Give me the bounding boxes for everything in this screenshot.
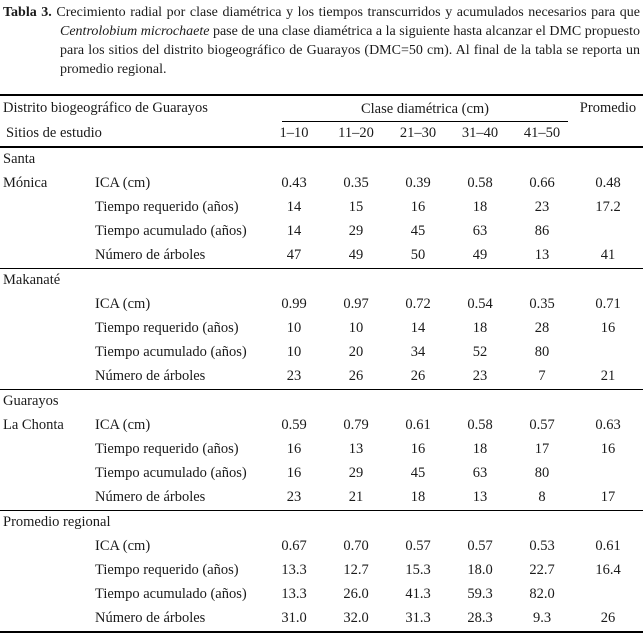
- value-cell: 16: [410, 441, 426, 458]
- promedio-cell: 41: [600, 247, 616, 264]
- section-row-santa: [0, 147, 643, 172]
- value-cell: 14: [286, 223, 302, 240]
- measure-label: ICA (cm): [95, 175, 151, 192]
- promedio-cell: 26: [600, 610, 616, 627]
- value-cell: 86: [534, 223, 550, 240]
- measure-label: Tiempo requerido (años): [95, 562, 239, 579]
- class-header-4: 31–40: [449, 122, 511, 147]
- value-cell: 18.0: [467, 562, 493, 579]
- header-row-1: [0, 95, 643, 122]
- promedio-cell: 21: [600, 368, 616, 385]
- table-row: [0, 220, 643, 244]
- value-cell: 0.35: [343, 175, 369, 192]
- table-row: [0, 172, 643, 196]
- value-cell: 0.97: [343, 296, 369, 313]
- measure-label: Tiempo requerido (años): [95, 199, 239, 216]
- table-row: [0, 244, 643, 269]
- value-cell: 0.43: [281, 175, 307, 192]
- value-cell: 23: [286, 489, 302, 506]
- value-cell: 63: [472, 465, 488, 482]
- value-cell: 28.3: [467, 610, 493, 627]
- value-cell: 50: [410, 247, 426, 264]
- value-cell: 10: [286, 320, 302, 337]
- promedio-cell: [573, 583, 643, 607]
- value-cell: 0.59: [281, 417, 307, 434]
- value-cell: 31.0: [281, 610, 307, 627]
- measure-label: Número de árboles: [95, 247, 206, 264]
- value-cell: 0.58: [467, 175, 493, 192]
- value-cell: 13.3: [281, 562, 307, 579]
- table-row: [0, 317, 643, 341]
- value-cell: 26: [348, 368, 364, 385]
- header-row-2: [0, 122, 643, 147]
- value-cell: 21: [348, 489, 364, 506]
- site-name: [0, 535, 95, 559]
- header-sitios: Sitios de estudio: [0, 122, 263, 147]
- value-cell: 8: [538, 489, 546, 506]
- promedio-cell: 16: [600, 441, 616, 458]
- value-cell: 13: [348, 441, 364, 458]
- value-cell: 22.7: [529, 562, 555, 579]
- value-cell: 15: [348, 199, 364, 216]
- measure-label: Tiempo acumulado (años): [95, 465, 247, 482]
- promedio-cell: 0.48: [595, 175, 621, 192]
- value-cell: 0.72: [405, 296, 431, 313]
- value-cell: 26.0: [343, 586, 369, 603]
- measure-label: Tiempo acumulado (años): [95, 223, 247, 240]
- value-cell: 49: [348, 247, 364, 264]
- value-cell: 28: [534, 320, 550, 337]
- section-row-promedio-regional: [0, 511, 643, 536]
- table-row: [0, 607, 643, 632]
- caption-species-name: Centrolobium microchaete: [60, 24, 210, 39]
- table-caption: [3, 0, 640, 79]
- header-clase-label: Clase diamétrica (cm): [282, 102, 568, 122]
- value-cell: 23: [286, 368, 302, 385]
- value-cell: 16: [286, 465, 302, 482]
- table-row: [0, 583, 643, 607]
- value-cell: 29: [348, 223, 364, 240]
- header-promedio: Promedio: [579, 100, 637, 117]
- value-cell: 13: [534, 247, 550, 264]
- value-cell: 23: [472, 368, 488, 385]
- measure-label: Tiempo acumulado (años): [95, 344, 247, 361]
- promedio-cell: [573, 341, 643, 365]
- value-cell: 15.3: [405, 562, 431, 579]
- measure-label: ICA (cm): [95, 296, 151, 313]
- value-cell: 45: [410, 223, 426, 240]
- table-row: [0, 438, 643, 462]
- header-distrito: Distrito biogeográfico de Guarayos: [3, 100, 208, 117]
- value-cell: 12.7: [343, 562, 369, 579]
- class-header-3: 21–30: [387, 122, 449, 147]
- measure-label: Número de árboles: [95, 368, 206, 385]
- table-row: [0, 486, 643, 511]
- promedio-cell: [573, 220, 643, 244]
- value-cell: 16: [410, 199, 426, 216]
- value-cell: 16: [286, 441, 302, 458]
- value-cell: 10: [286, 344, 302, 361]
- measure-label: ICA (cm): [95, 538, 151, 555]
- value-cell: 29: [348, 465, 364, 482]
- section-title: Promedio regional: [0, 511, 643, 536]
- section-title: Guarayos: [0, 390, 643, 415]
- value-cell: 18: [472, 320, 488, 337]
- value-cell: 0.58: [467, 417, 493, 434]
- value-cell: 0.57: [405, 538, 431, 555]
- measure-label: Tiempo requerido (años): [95, 441, 239, 458]
- value-cell: 31.3: [405, 610, 431, 627]
- value-cell: 17: [534, 441, 550, 458]
- value-cell: 18: [472, 441, 488, 458]
- value-cell: 0.66: [529, 175, 555, 192]
- measure-label: ICA (cm): [95, 417, 151, 434]
- promedio-cell: 0.63: [595, 417, 621, 434]
- site-name: Mónica: [3, 175, 48, 192]
- value-cell: 20: [348, 344, 364, 361]
- promedio-cell: 17.2: [595, 199, 621, 216]
- value-cell: 41.3: [405, 586, 431, 603]
- value-cell: 32.0: [343, 610, 369, 627]
- value-cell: 80: [534, 465, 550, 482]
- value-cell: 14: [410, 320, 426, 337]
- section-row-makanate: [0, 269, 643, 294]
- promedio-cell: [573, 462, 643, 486]
- measure-label: Número de árboles: [95, 489, 206, 506]
- promedio-cell: 0.71: [595, 296, 621, 313]
- measure-label: Tiempo acumulado (años): [95, 586, 247, 603]
- value-cell: 0.79: [343, 417, 369, 434]
- value-cell: 18: [472, 199, 488, 216]
- class-header-5: 41–50: [511, 122, 573, 147]
- value-cell: 26: [410, 368, 426, 385]
- value-cell: 52: [472, 344, 488, 361]
- caption-text-2: pase de una clase diamétrica a la siguiente hasta alcanzar el DMC propuesto para los sitios del distrito biogeográfico de Guarayos (DMC=50 cm). Al final de la tabla se reporta un promedio regional.: [60, 24, 640, 77]
- promedio-cell: 16: [600, 320, 616, 337]
- promedio-cell: 0.61: [595, 538, 621, 555]
- value-cell: 49: [472, 247, 488, 264]
- section-row-guarayos: [0, 390, 643, 415]
- table-row: [0, 293, 643, 317]
- value-cell: 80: [534, 344, 550, 361]
- value-cell: 0.70: [343, 538, 369, 555]
- measure-label: Tiempo requerido (años): [95, 320, 239, 337]
- value-cell: 0.57: [529, 417, 555, 434]
- value-cell: 0.39: [405, 175, 431, 192]
- value-cell: 0.57: [467, 538, 493, 555]
- table-row: [0, 414, 643, 438]
- table-row: [0, 559, 643, 583]
- measure-label: Número de árboles: [95, 610, 206, 627]
- value-cell: 63: [472, 223, 488, 240]
- value-cell: 14: [286, 199, 302, 216]
- value-cell: 9.3: [532, 610, 552, 627]
- growth-table: [0, 94, 643, 633]
- value-cell: 0.54: [467, 296, 493, 313]
- value-cell: 0.67: [281, 538, 307, 555]
- value-cell: 13: [472, 489, 488, 506]
- value-cell: 45: [410, 465, 426, 482]
- section-title: Makanaté: [0, 269, 643, 294]
- value-cell: 47: [286, 247, 302, 264]
- table-row: [0, 462, 643, 486]
- value-cell: 34: [410, 344, 426, 361]
- class-header-promedio-empty: [573, 122, 643, 147]
- value-cell: 0.61: [405, 417, 431, 434]
- value-cell: 13.3: [281, 586, 307, 603]
- value-cell: 18: [410, 489, 426, 506]
- table-row: [0, 365, 643, 390]
- table-row: [0, 535, 643, 559]
- caption-label: Tabla 3.: [3, 5, 52, 20]
- promedio-cell: 17: [600, 489, 616, 506]
- value-cell: 82.0: [529, 586, 555, 603]
- value-cell: 59.3: [467, 586, 493, 603]
- value-cell: 0.99: [281, 296, 307, 313]
- table-row: [0, 196, 643, 220]
- value-cell: 10: [348, 320, 364, 337]
- value-cell: 23: [534, 199, 550, 216]
- value-cell: 0.53: [529, 538, 555, 555]
- site-name: [0, 293, 95, 317]
- value-cell: 7: [538, 368, 546, 385]
- class-header-2: 11–20: [325, 122, 387, 147]
- section-title: Santa: [3, 151, 36, 168]
- header-clase-group: [263, 95, 573, 122]
- value-cell: 0.35: [529, 296, 555, 313]
- table-row: [0, 341, 643, 365]
- promedio-cell: 16.4: [595, 562, 621, 579]
- class-header-1: 1–10: [263, 122, 325, 147]
- site-name: La Chonta: [3, 417, 64, 434]
- caption-text-1: Crecimiento radial por clase diamétrica y los tiempos transcurridos y acumulados necesarios para que: [56, 5, 640, 20]
